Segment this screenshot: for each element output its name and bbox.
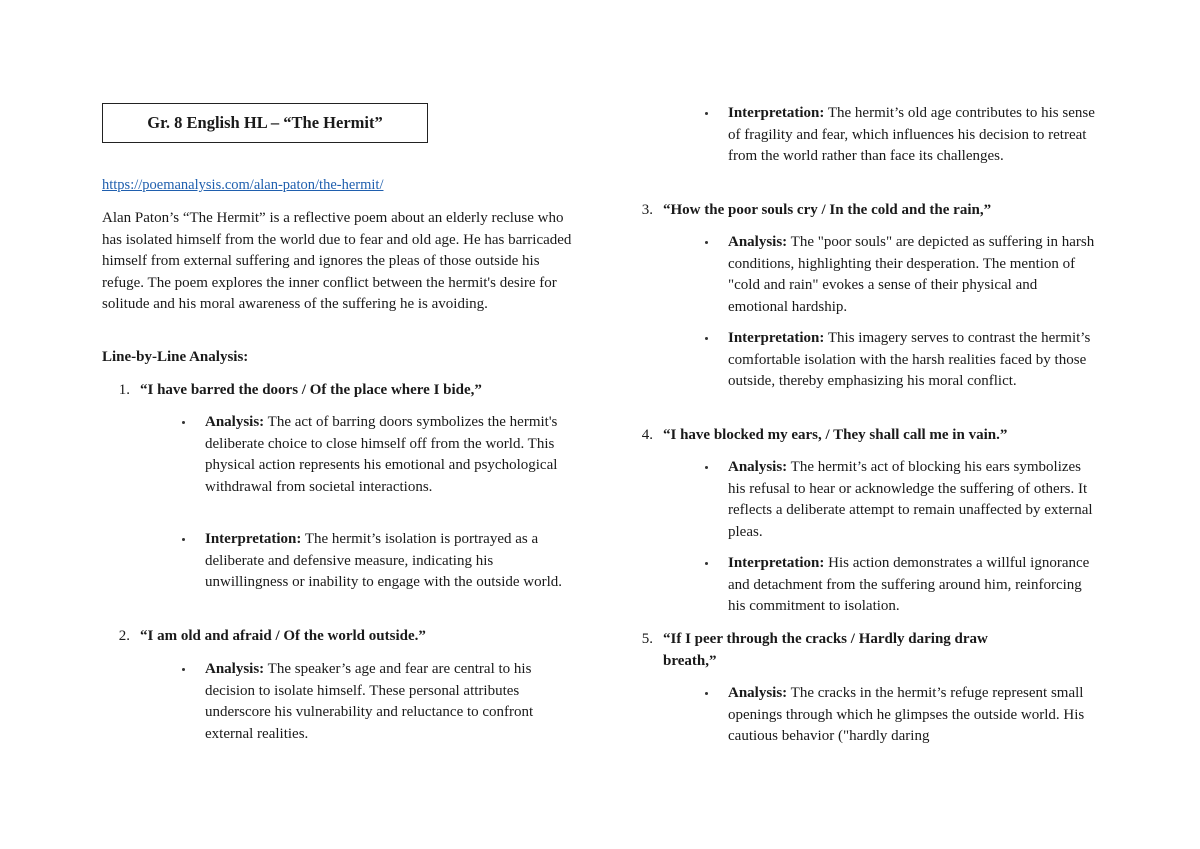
- bullet-label: Analysis:: [205, 661, 265, 677]
- bullet-label: Interpretation:: [205, 531, 302, 547]
- bullet-text: The hermit’s old age contributes to his sense of fragility and fear, which influences his decision to retreat from the world rather than face its challenges.: [728, 105, 1095, 165]
- bullet-label: Analysis:: [728, 685, 788, 701]
- bullet-dot: [705, 337, 708, 340]
- bullet-dot: [705, 112, 708, 115]
- bullet-text: This imagery serves to contrast the hermit’s comfortable isolation with the harsh realities faced by those outside, thereby emphasizing his moral conflict.: [728, 330, 1091, 390]
- bullet-label: Analysis:: [728, 234, 788, 250]
- bullet-text: The "poor souls" are depicted as suffering in harsh conditions, highlighting their desperation. The mention of "cold and rain" evokes a sense of their physical and emotional hardship.: [728, 234, 1095, 315]
- bullet-text: The cracks in the hermit’s refuge represent small openings through which he glimpses the outside world. His cautious behavior ("hardly daring: [728, 685, 1085, 745]
- source-link[interactable]: https://poemanalysis.com/alan-paton/the-hermit/: [102, 177, 384, 193]
- bullet-dot: [182, 421, 185, 424]
- bullet-dot: [705, 241, 708, 244]
- item-quote: “If I peer through the cracks / Hardly daring draw breath,”: [663, 631, 988, 669]
- item-quote: “I have barred the doors / Of the place where I bide,”: [140, 382, 482, 398]
- item-number: 1.: [118, 382, 130, 398]
- bullet-dot: [705, 466, 708, 469]
- bullet-text: His action demonstrates a willful ignorance and detachment from the suffering around him, reinforcing his commitment to isolation.: [728, 555, 1090, 615]
- item-number: 4.: [641, 427, 653, 443]
- section-heading: Line-by-Line Analysis:: [102, 349, 249, 365]
- bullet-label: Interpretation:: [728, 105, 825, 121]
- bullet-dot: [705, 692, 708, 695]
- bullet-dot: [705, 562, 708, 565]
- item-quote: “How the poor souls cry / In the cold and the rain,”: [663, 202, 992, 218]
- bullet-label: Analysis:: [205, 414, 265, 430]
- bullet-label: Interpretation:: [728, 330, 825, 346]
- bullet-text: The speaker’s age and fear are central to his decision to isolate himself. These personal attributes underscore his vulnerability and reluctance to confront external realities.: [205, 661, 534, 742]
- item-number: 3.: [641, 202, 653, 218]
- item-number: 5.: [641, 631, 653, 647]
- bullet-text: The act of barring doors symbolizes the hermit's deliberate choice to close himself off from the world. This physical action represents his emotional and psychological withdrawal from societal interactions.: [205, 414, 558, 495]
- bullet-dot: [182, 668, 185, 671]
- intro-paragraph: Alan Paton’s “The Hermit” is a reflective poem about an elderly recluse who has isolated himself from the world due to fear and old age. He has barricaded himself from external suffering and ignores the pleas of those outside his refuge. The poem explores the inner conflict between the hermit's desire for solitude and his moral awareness of the suffering he is avoiding.: [102, 210, 572, 313]
- document-title: Gr. 8 English HL – “The Hermit”: [102, 103, 428, 143]
- item-number: 2.: [118, 628, 130, 644]
- item-quote: “I have blocked my ears, / They shall call me in vain.”: [663, 427, 1008, 443]
- bullet-text: The hermit’s isolation is portrayed as a deliberate and defensive measure, indicating his unwillingness or inability to engage with the outside world.: [205, 531, 563, 591]
- bullet-label: Interpretation:: [728, 555, 825, 571]
- bullet-label: Analysis:: [728, 459, 788, 475]
- bullet-dot: [182, 538, 185, 541]
- bullet-text: The hermit’s act of blocking his ears symbolizes his refusal to hear or acknowledge the suffering of others. It reflects a deliberate attempt to remain unaffected by external pleas.: [728, 459, 1093, 540]
- item-quote: “I am old and afraid / Of the world outside.”: [140, 628, 426, 644]
